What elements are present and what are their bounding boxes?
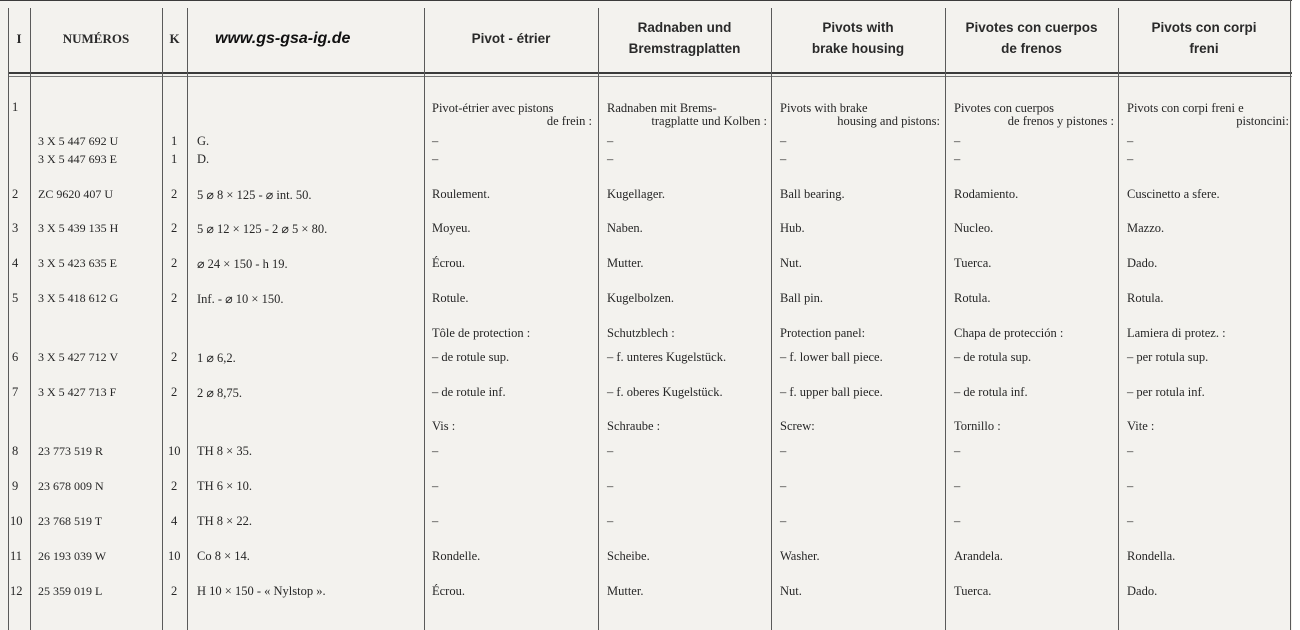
english-term: – [780,152,787,166]
italian-term: Rotula. [1127,291,1164,305]
specification: Inf. - ⌀ 10 × 150. [197,292,284,306]
website-watermark: www.gs-gsa-ig.de [215,30,351,47]
french-term: – [432,514,439,528]
spanish-term: – de rotula sup. [954,350,1032,364]
quantity: 10 [168,444,181,458]
french-term: Roulement. [432,187,490,201]
french-term: – [432,444,439,458]
header-english: Pivots with brake housing [811,20,905,56]
french-term: Moyeu. [432,221,471,235]
english-term: – f. upper ball piece. [780,385,883,399]
english-term: Washer. [780,549,820,563]
italian-term: Dado. [1127,256,1158,270]
quantity: 2 [171,291,178,305]
row-index: 5 [12,291,19,305]
row-index: 4 [12,256,19,270]
part-number: 3 X 5 447 693 E [38,152,117,166]
row-index: 12 [10,584,23,598]
italian-term: – per rotula inf. [1127,385,1205,399]
german-term: Kugelbolzen. [607,291,674,305]
header-rule [8,72,1292,74]
spanish-term: Rotula. [954,291,991,305]
german-term: – [607,134,614,148]
german-term: Schraube : [607,419,661,433]
page-edge [1292,0,1300,630]
specification: ⌀ 24 × 150 - h 19. [197,257,288,271]
specification: 5 ⌀ 8 × 125 - ⌀ int. 50. [197,188,312,202]
italian-term: Mazzo. [1127,221,1165,235]
row-index: 3 [12,221,19,235]
french-term: – de rotule sup. [432,350,510,364]
specification: 5 ⌀ 12 × 125 - 2 ⌀ 5 × 80. [197,222,328,236]
quantity: 2 [171,584,178,598]
header-k: K [169,30,180,46]
quantity: 2 [171,385,178,399]
english-term: – [780,444,787,458]
german-term: Naben. [607,221,643,235]
part-number: 3 X 5 427 713 F [38,385,117,399]
english-term: Screw: [780,419,815,433]
french-term: – [432,152,439,166]
italian-term: – per rotula sup. [1127,350,1209,364]
italian-term: Rondella. [1127,549,1176,563]
english-term: – [780,479,787,493]
spanish-term: Tuerca. [954,256,992,270]
top-rule [0,0,1292,1]
spanish-term: Tornillo : [954,419,1001,433]
italian-term: Cuscinetto a sfere. [1127,187,1220,201]
german-term: – [607,514,614,528]
part-number: 3 X 5 427 712 V [38,350,119,364]
english-term: Nut. [780,584,802,598]
german-term: – f. unteres Kugelstück. [607,350,727,364]
header-german: Radnaben und Bremstragplatten [628,20,741,56]
spanish-term: – [954,514,961,528]
row-index: 2 [12,187,19,201]
column-divider [8,8,9,630]
english-term: Protection panel: [780,326,866,340]
german-term: – [607,444,614,458]
french-term: Rondelle. [432,549,481,563]
italian-term: – [1127,479,1134,493]
header-index: I [16,30,22,46]
row-index: 1 [12,100,19,114]
specification: G. [197,134,210,148]
part-number: 23 768 519 T [38,514,103,528]
french-term: Rotule. [432,291,469,305]
quantity: 4 [171,514,178,528]
specification: D. [197,152,210,166]
english-term: Hub. [780,221,805,235]
row-index: 11 [10,549,23,563]
italian-term: – [1127,152,1134,166]
quantity: 10 [168,549,181,563]
german-term: Mutter. [607,584,644,598]
column-divider [1290,0,1291,630]
english-term: Ball bearing. [780,187,845,201]
german-term: – [607,479,614,493]
column-divider [1118,8,1119,630]
quantity: 2 [171,221,178,235]
quantity: 2 [171,187,178,201]
spanish-term: – [954,134,961,148]
german-term: Kugellager. [607,187,665,201]
specification: TH 6 × 10. [197,479,252,493]
english-term: – [780,134,787,148]
german-term: Scheibe. [607,549,650,563]
italian-term: – [1127,444,1134,458]
quantity: 1 [171,152,178,166]
part-number: 3 X 5 418 612 G [38,291,119,305]
part-number: 3 X 5 439 135 H [38,221,119,235]
column-divider [771,8,772,630]
column-divider [162,8,163,630]
german-term: Schutzblech : [607,326,675,340]
german-term: – f. oberes Kugelstück. [607,385,723,399]
group-label-english: Pivots with brake housing and pistons: [780,101,940,128]
specification: 2 ⌀ 8,75. [197,386,243,400]
part-number: 3 X 5 423 635 E [38,256,117,270]
quantity: 1 [171,134,178,148]
row-index: 6 [12,350,19,364]
part-number: 23 773 519 R [38,444,104,458]
french-term: Vis : [432,419,456,433]
part-number: 3 X 5 447 692 U [38,134,119,148]
french-term: Écrou. [432,584,465,598]
header-spanish: Pivotes con cuerpos de frenos [965,20,1098,56]
row-index: 7 [12,385,19,399]
quantity: 2 [171,479,178,493]
spanish-term: Chapa de protección : [954,326,1064,340]
spanish-term: – de rotula inf. [954,385,1028,399]
italian-term: Vite : [1127,419,1155,433]
quantity: 2 [171,256,178,270]
quantity: 2 [171,350,178,364]
french-term: – [432,134,439,148]
spanish-term: – [954,152,961,166]
column-divider [187,8,188,630]
row-index: 9 [12,479,19,493]
french-term: – de rotule inf. [432,385,506,399]
column-divider [598,8,599,630]
french-term: – [432,479,439,493]
column-divider [30,8,31,630]
spanish-term: – [954,444,961,458]
row-index: 8 [12,444,19,458]
english-term: – f. lower ball piece. [780,350,883,364]
specification: Co 8 × 14. [197,549,250,563]
part-number: ZC 9620 407 U [38,187,113,201]
english-term: Ball pin. [780,291,824,305]
group-label-german: Radnaben mit Brems- tragplatte und Kolben : [607,101,767,128]
spanish-term: Rodamiento. [954,187,1019,201]
group-label-spanish: Pivotes con cuerpos de frenos y pistones : [954,101,1114,128]
italian-term: – [1127,134,1134,148]
header-numbers: NUMÉROS [62,30,130,46]
specification: TH 8 × 35. [197,444,252,458]
group-label-french: Pivot-étrier avec pistons de frein : [432,101,592,128]
column-divider [424,8,425,630]
spanish-term: – [954,479,961,493]
specification: 1 ⌀ 6,2. [197,351,236,365]
german-term: Mutter. [607,256,644,270]
english-term: – [780,514,787,528]
italian-term: – [1127,514,1134,528]
header-italian: Pivots con corpi freni [1151,20,1257,56]
header-rule-thin [8,76,1292,77]
italian-term: Lamiera di protez. : [1127,326,1226,340]
specification: H 10 × 150 - « Nylstop ». [197,584,326,598]
part-number: 26 193 039 W [38,549,107,563]
column-divider [945,8,946,630]
group-label-italian: Pivots con corpi freni e pistoncini: [1127,101,1289,128]
spanish-term: Arandela. [954,549,1003,563]
header-french: Pivot - étrier [471,30,551,46]
part-number: 25 359 019 L [38,584,103,598]
spanish-term: Nucleo. [954,221,994,235]
spanish-term: Tuerca. [954,584,992,598]
german-term: – [607,152,614,166]
italian-term: Dado. [1127,584,1158,598]
row-index: 10 [10,514,23,528]
specification: TH 8 × 22. [197,514,252,528]
french-term: Tôle de protection : [432,326,531,340]
french-term: Écrou. [432,256,465,270]
part-number: 23 678 009 N [38,479,104,493]
english-term: Nut. [780,256,802,270]
